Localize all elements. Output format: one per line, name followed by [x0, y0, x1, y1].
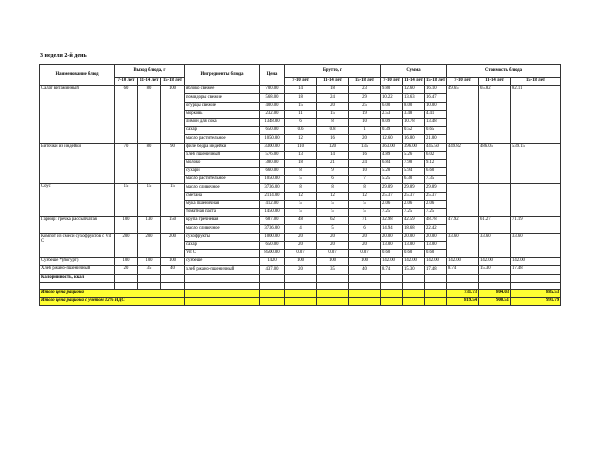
ingredient-gross: 14 [285, 86, 317, 94]
ingredient-name: хлеб пшеничный [185, 151, 260, 159]
total-value: 819.54 [447, 297, 479, 305]
ingredient-sum: 7.25 [425, 209, 447, 217]
ingredient-gross: 20 [349, 241, 381, 249]
ingredient-sum: 29.89 [403, 184, 425, 192]
ingredient-price: 650.00 [260, 127, 285, 135]
ingredient-sum: 2.06 [381, 200, 403, 208]
ingredient-sum: 16.10 [425, 86, 447, 94]
menu-body [40, 86, 561, 306]
dish-yield: 90 [161, 143, 185, 184]
ingredient-sum: 20.00 [381, 233, 403, 241]
ingredient-gross: 15 [317, 110, 349, 118]
dish-yield: 15 [115, 184, 138, 217]
dish-cost [479, 184, 511, 217]
ingredient-gross: 8 [317, 118, 349, 126]
dish-cost [447, 184, 479, 217]
ingredient-gross: 7 [349, 176, 381, 184]
dish-cost: 449.82 [447, 143, 479, 184]
ingredient-sum: 0.65 [425, 127, 447, 135]
ingredient-sum: 8.09 [381, 118, 403, 126]
age-group: 15-18 лет [161, 78, 185, 86]
ingredient-name: помидоры свежие [185, 94, 260, 102]
dish-cost: 15.30 [479, 266, 511, 274]
ingredient-sum: 12.60 [403, 86, 425, 94]
ingredient-price: 576.00 [260, 151, 285, 159]
ingredient-name: масло растительное [185, 176, 260, 184]
ingredient-gross: 35 [317, 266, 349, 274]
ingredient-row [40, 86, 561, 94]
ingredient-gross: 12 [349, 192, 381, 200]
ingredient-gross: 100 [349, 258, 381, 266]
ingredient-gross: 12 [285, 135, 317, 143]
ingredient-sum: 7.25 [403, 209, 425, 217]
dish-yield: 60 [115, 86, 138, 143]
dish-yield: 200 [161, 233, 185, 258]
ingredient-price: 3300.00 [260, 143, 285, 151]
total-row [40, 289, 561, 297]
ingredient-sum: 6.84 [381, 159, 403, 167]
dish-name: Гарнир: гречка рассыпчатая [40, 217, 115, 233]
ingredient-sum: 5.26 [403, 151, 425, 159]
ingredient-gross: 5 [317, 209, 349, 217]
ingredient-gross: 15 [285, 102, 317, 110]
ingredient-name: масло растительное [185, 135, 260, 143]
ingredient-gross: 100 [317, 258, 349, 266]
ingredient-sum: 2.06 [403, 200, 425, 208]
ingredient-name: сахар [185, 241, 260, 249]
ingredient-gross: 20 [317, 233, 349, 241]
ingredient-price: 437.00 [260, 266, 285, 274]
ingredient-gross: 16 [349, 151, 381, 159]
dish-yield: 100 [161, 86, 185, 143]
dish-cost: 8.74 [447, 266, 479, 274]
ingredient-sum: 16.47 [425, 94, 447, 102]
ingredient-gross: 10 [349, 168, 381, 176]
ingredient-price: 660.00 [260, 168, 285, 176]
dish-cost: 142.00 [479, 258, 511, 266]
dish-cost: 65.82 [479, 86, 511, 143]
dish-yield: 100 [115, 217, 138, 233]
ingredient-gross: 8 [349, 184, 381, 192]
ingredient-sum: 9.12 [425, 159, 447, 167]
total-value: 885.53 [511, 289, 561, 297]
ingredient-sum: 4.41 [425, 110, 447, 118]
ingredient-price: 700.00 [260, 86, 285, 94]
ingredient-gross: 6 [349, 225, 381, 233]
ingredient-price: 400.00 [260, 102, 285, 110]
ingredient-sum: 396.00 [403, 143, 425, 151]
ingredient-gross: 8 [285, 184, 317, 192]
ingredient-sum: 32.98 [381, 217, 403, 225]
ingredient-sum: 12.60 [381, 135, 403, 143]
ingredient-gross: 12 [317, 192, 349, 200]
ingredient-sum: 13.48 [425, 118, 447, 126]
ingredient-sum: 4.89 [381, 151, 403, 159]
ingredient-name: сузбеше [185, 258, 260, 266]
ingredient-name: крупа гречневая [185, 217, 260, 225]
header-sum: Сумма [381, 65, 447, 78]
menu-cost-table [39, 64, 561, 306]
ingredient-name: лимон для сока [185, 118, 260, 126]
ingredient-gross: 20 [285, 241, 317, 249]
ingredient-sum: 13.00 [403, 241, 425, 249]
ingredient-sum: 445.50 [425, 143, 447, 151]
age-group: 11-14 лет [403, 78, 425, 86]
total-value: 804.03 [479, 289, 511, 297]
ingredient-price: 380.00 [260, 159, 285, 167]
age-group: 11-14 лет [479, 78, 511, 86]
dish-yield: 80 [138, 143, 161, 184]
dish-yield: 150 [161, 217, 185, 233]
dish-cost: 61.27 [479, 217, 511, 233]
dish-name: Соус [40, 184, 115, 217]
ingredient-name: огурцы свежие [185, 102, 260, 110]
ingredient-sum: 5.25 [381, 176, 403, 184]
ingredient-gross: 21 [317, 159, 349, 167]
ingredient-row [40, 143, 561, 151]
ingredient-name: сметана [185, 192, 260, 200]
ingredient-gross: 135 [349, 143, 381, 151]
dish-cost: 486.05 [479, 143, 511, 184]
ingredient-sum: 6.00 [381, 102, 403, 110]
ingredient-sum: 13.63 [403, 94, 425, 102]
calories-label: Калорийность, ккал [40, 274, 115, 282]
ingredient-price: 1050.00 [260, 176, 285, 184]
dish-cost [511, 184, 561, 217]
total-label: Итого цена рациона с учетом 12% НДС [40, 297, 185, 305]
ingredient-sum: 22.42 [425, 225, 447, 233]
ingredient-row [40, 217, 561, 225]
ingredient-gross: 14 [317, 151, 349, 159]
ingredient-price: 650.00 [260, 241, 285, 249]
dish-name: Сузбеше *(йогурт) [40, 258, 115, 266]
ingredient-sum: 29.89 [381, 184, 403, 192]
ingredient-gross: 0.8 [317, 127, 349, 135]
ingredient-price: 232.00 [260, 110, 285, 118]
ingredient-sum: 7.98 [403, 159, 425, 167]
dish-yield: 35 [138, 266, 161, 274]
ingredient-sum: 25.37 [381, 192, 403, 200]
ingredient-gross: 0.07 [349, 249, 381, 257]
total-value: 900.51 [479, 297, 511, 305]
ingredient-sum: 6.30 [403, 176, 425, 184]
ingredient-gross: 5 [285, 176, 317, 184]
ingredient-name: Vit C [185, 249, 260, 257]
total-value: 731.73 [447, 289, 479, 297]
dish-name: Хлеб ржано-пшеничный [40, 266, 115, 274]
header-ingredients: Ингредиенты блюда [185, 65, 260, 86]
ingredient-name: хлеб ржано-пшеничный [185, 266, 260, 274]
ingredient-sum: 8.74 [381, 266, 403, 274]
ingredient-sum: 13.00 [381, 241, 403, 249]
ingredient-gross: 20 [317, 102, 349, 110]
ingredient-sum: 2.53 [381, 110, 403, 118]
age-group: 7-10 лет [285, 78, 317, 86]
ingredient-sum: 7.25 [381, 209, 403, 217]
age-group: 7-10 лет [381, 78, 403, 86]
dish-cost: 82.11 [511, 86, 561, 143]
dish-cost: 142.00 [447, 258, 479, 266]
ingredient-gross: 20 [285, 266, 317, 274]
dish-yield: 40 [161, 266, 185, 274]
ingredient-name: масло сливочное [185, 184, 260, 192]
ingredient-sum: 15.30 [403, 266, 425, 274]
ingredient-gross: 20 [285, 233, 317, 241]
ingredient-gross: 20 [349, 135, 381, 143]
ingredient-gross: 62 [317, 217, 349, 225]
ingredient-gross: 5 [317, 200, 349, 208]
ingredient-sum: 10.78 [403, 118, 425, 126]
dish-yield: 130 [138, 217, 161, 233]
ingredient-gross: 8 [317, 184, 349, 192]
header-dish: Наименование блюд [40, 65, 115, 86]
ingredient-sum: 0.60 [425, 249, 447, 257]
dish-cost: 71.19 [511, 217, 561, 233]
ingredient-sum: 16.80 [403, 135, 425, 143]
dish-cost: 47.92 [447, 217, 479, 233]
dish-cost: 17.48 [511, 266, 561, 274]
calories-row [40, 274, 561, 282]
header-cost: Стоимость блюда [447, 65, 561, 78]
ingredient-gross: 5 [285, 209, 317, 217]
age-group: 15-18 лет [511, 78, 561, 86]
ingredient-gross: 12 [285, 192, 317, 200]
ingredient-sum: 5.94 [403, 168, 425, 176]
ingredient-sum: 29.89 [425, 184, 447, 192]
dish-yield: 20 [115, 266, 138, 274]
ingredient-gross: 20 [317, 241, 349, 249]
ingredient-price: 1000.00 [260, 233, 285, 241]
ingredient-gross: 29 [349, 94, 381, 102]
ingredient-sum: 3.48 [403, 110, 425, 118]
ingredient-gross: 0.6 [285, 127, 317, 135]
ingredient-price: 1050.00 [260, 135, 285, 143]
ingredient-gross: 0.07 [317, 249, 349, 257]
ingredient-sum: 142.00 [381, 258, 403, 266]
ingredient-price: 8500.00 [260, 249, 285, 257]
ingredient-sum: 14.94 [381, 225, 403, 233]
ingredient-row [40, 233, 561, 241]
dish-cost: 49.65 [447, 86, 479, 143]
dish-yield: 100 [161, 258, 185, 266]
ingredient-sum: 0.39 [381, 127, 403, 135]
ingredient-sum: 142.00 [425, 258, 447, 266]
age-group: 7-10 лет [115, 78, 138, 86]
total-vat-row [40, 297, 561, 305]
ingredient-sum: 363.00 [381, 143, 403, 151]
ingredient-price: 3736.00 [260, 184, 285, 192]
ingredient-sum: 17.48 [425, 266, 447, 274]
ingredient-gross: 5 [317, 225, 349, 233]
ingredient-gross: 1 [349, 127, 381, 135]
ingredient-name: филе бедра индейки [185, 143, 260, 151]
ingredient-gross: 24 [349, 159, 381, 167]
ingredient-sum: 42.59 [403, 217, 425, 225]
dish-cost: 33.60 [447, 233, 479, 258]
dish-yield: 200 [115, 233, 138, 258]
dish-yield: 200 [138, 233, 161, 258]
dish-yield: 100 [138, 258, 161, 266]
ingredient-sum: 2.06 [425, 200, 447, 208]
dish-yield: 70 [115, 143, 138, 184]
ingredient-name: морковь [185, 110, 260, 118]
ingredient-price: 1450.00 [260, 209, 285, 217]
total-label: Итого цена рациона [40, 289, 185, 297]
ingredient-gross: 18 [285, 94, 317, 102]
ingredient-sum: 8.00 [403, 102, 425, 110]
ingredient-row [40, 184, 561, 192]
ingredient-price: 2114.00 [260, 192, 285, 200]
ingredient-gross: 5 [349, 209, 381, 217]
age-group: 11-14 лет [317, 78, 349, 86]
ingredient-name: яблоко свежее [185, 86, 260, 94]
header-gross: Брутто, г [285, 65, 381, 78]
ingredient-sum: 6.02 [425, 151, 447, 159]
ingredient-name: молоко [185, 159, 260, 167]
dish-yield: 15 [138, 184, 161, 217]
ingredient-gross: 6 [317, 176, 349, 184]
ingredient-gross: 40 [349, 266, 381, 274]
ingredient-gross: 24 [317, 94, 349, 102]
ingredient-gross: 110 [285, 143, 317, 151]
ingredient-gross: 10 [349, 118, 381, 126]
ingredient-gross: 71 [349, 217, 381, 225]
ingredient-sum: 10.22 [381, 94, 403, 102]
age-group: 15-18 лет [349, 78, 381, 86]
total-value: 991.79 [511, 297, 561, 305]
ingredient-name: сахар [185, 127, 260, 135]
ingredient-gross: 4 [285, 225, 317, 233]
ingredient-sum: 0.60 [381, 249, 403, 257]
ingredient-row [40, 258, 561, 266]
ingredient-name: сухари [185, 168, 260, 176]
ingredient-gross: 6 [285, 118, 317, 126]
dish-name: Биточки из индейки [40, 143, 115, 184]
ingredient-sum: 5.28 [381, 168, 403, 176]
dish-name: Компот из смеси сухофруктов с Vit C [40, 233, 115, 258]
ingredient-sum: 6.60 [425, 168, 447, 176]
dish-yield: 100 [115, 258, 138, 266]
age-group: 15-18 лет [425, 78, 447, 86]
ingredient-gross: 100 [285, 258, 317, 266]
ingredient-price: 1348.00 [260, 118, 285, 126]
ingredient-price: 1420 [260, 258, 285, 266]
age-group: 7-10 лет [447, 78, 479, 86]
ingredient-gross: 16 [317, 135, 349, 143]
ingredient-sum: 18.68 [403, 225, 425, 233]
ingredient-gross: 5 [349, 200, 381, 208]
ingredient-sum: 48.78 [425, 217, 447, 225]
dish-cost: 33.60 [511, 233, 561, 258]
ingredient-sum: 10.00 [425, 102, 447, 110]
ingredient-sum: 25.37 [403, 192, 425, 200]
ingredient-name: томатная паста [185, 209, 260, 217]
ingredient-gross: 0.07 [285, 249, 317, 257]
dish-yield: 15 [161, 184, 185, 217]
dish-name: Салат витаминный [40, 86, 115, 143]
header-price: Цена [260, 65, 285, 86]
ingredient-gross: 23 [349, 86, 381, 94]
ingredient-gross: 9 [317, 168, 349, 176]
ingredient-sum: 142.00 [403, 258, 425, 266]
ingredient-name: масло сливочное [185, 225, 260, 233]
ingredient-gross: 11 [285, 110, 317, 118]
ingredient-sum: 21.00 [425, 135, 447, 143]
ingredient-sum: 0.60 [403, 249, 425, 257]
ingredient-name: сухофрукты [185, 233, 260, 241]
ingredient-gross: 20 [349, 233, 381, 241]
ingredient-name: мука пшеничная [185, 200, 260, 208]
ingredient-sum: 25.37 [425, 192, 447, 200]
ingredient-price: 412.00 [260, 200, 285, 208]
ingredient-gross: 5 [285, 200, 317, 208]
ingredient-sum: 9.80 [381, 86, 403, 94]
ingredient-price: 3736.00 [260, 225, 285, 233]
ingredient-gross: 48 [285, 217, 317, 225]
ingredient-row [40, 266, 561, 274]
dish-cost: 33.60 [479, 233, 511, 258]
dish-cost: 539.15 [511, 143, 561, 184]
ingredient-sum: 0.52 [403, 127, 425, 135]
age-group: 11-14 лет [138, 78, 161, 86]
ingredient-sum: 20.00 [425, 233, 447, 241]
ingredient-price: 568.00 [260, 94, 285, 102]
ingredient-sum: 7.35 [425, 176, 447, 184]
ingredient-sum: 20.00 [403, 233, 425, 241]
ingredient-gross: 13 [285, 151, 317, 159]
ingredient-gross: 8 [285, 168, 317, 176]
ingredient-gross: 25 [349, 102, 381, 110]
ingredient-sum: 13.00 [425, 241, 447, 249]
header-yield: Выход блюда, г [115, 65, 185, 78]
dish-yield: 80 [138, 86, 161, 143]
ingredient-gross: 19 [349, 110, 381, 118]
ingredient-gross: 18 [285, 159, 317, 167]
ingredient-gross: 18 [317, 86, 349, 94]
ingredient-price: 687.00 [260, 217, 285, 225]
spacer-row [40, 282, 561, 289]
page-title: 3 неделя 2-й день [40, 53, 87, 59]
dish-cost: 142.00 [511, 258, 561, 266]
ingredient-gross: 120 [317, 143, 349, 151]
